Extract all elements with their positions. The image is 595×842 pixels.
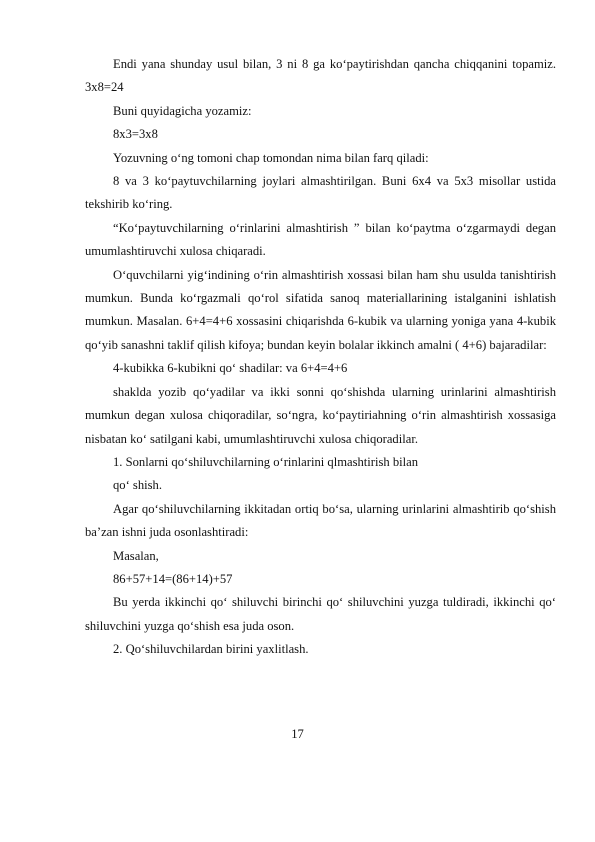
- paragraph-conclusion-addition: shaklda yozib qo‘yadilar va ikki sonni qo‘shishda ularning urinlarini almashtirish mumkun degan xulosa chiqoradilar, so‘ngra, ko‘paytiriahning o‘rin almashtirish xossasiga nisbatan ko‘ satilgani kabi, umumlashtiruvchi xulosa chiqoradilar.: [85, 384, 556, 446]
- paragraph-question: Yozuvning o‘ng tomoni chap tomondan nima bilan farq qiladi:: [113, 150, 429, 165]
- document-body: [85, 53, 556, 662]
- list-item-1: 1. Sonlarni qo‘shiluvchilarning o‘rinlarini qlmashtirish bilan: [113, 454, 419, 469]
- paragraph-more-addends: Agar qo‘shiluvchilarning ikkitadan ortiq bo‘sa, ularning urinlarini almashtirib qo‘shish ba’zan ishni juda osonlashtiradi:: [85, 501, 556, 540]
- list-item-1-continuation: qo‘ shish.: [113, 478, 162, 493]
- paragraph-factors-swapped: 8 va 3 ko‘paytuvchilarning joylari almashtirilgan. Buni 6x4 va 5x3 misollar ustida tekshirib ko‘ring.: [85, 174, 556, 212]
- paragraph-explanation: Bu yerda ikkinchi qo‘ shiluvchi birinchi qo‘ shiluvchini yuzga tuldiradi, ikkinchi qo‘ shiluvchini yuzga qo‘shish esa juda oson.: [85, 595, 556, 633]
- paragraph-addition-property: O‘quvchilarni yig‘indining o‘rin almashtirish xossasi bilan ham shu usulda tanishtirish mumkun. Bunda ko‘rgazmali qo‘rol sifatida sanoq materiallarining istalganini ishlatish mumkun. Masalan. 6+4=4+6 xossasini chiqarishda 6-kubik va ularning yoniga yana 4-kubik qo‘yib sanashni taklif qilish kifoya; bundan keyin bolalar ikkinch amalni ( 4+6) bajaradilar:: [85, 267, 556, 352]
- paragraph-conclusion-multiplication: “Ko‘paytuvchilarning o‘rinlarini almashtirish ” bilan ko‘paytma o‘zgarmaydi degan umumlashtiruvchi xulosa chiqaradi.: [85, 220, 556, 259]
- page-number: 17: [291, 727, 304, 741]
- paragraph-for-example: Masalan,: [113, 548, 159, 563]
- paragraph-cubes-addition: 4-kubikka 6-kubikni qo‘ shadilar: va 6+4=4+6: [113, 361, 348, 376]
- equation-commutative-multiplication: 8x3=3x8: [113, 127, 158, 142]
- paragraph-multiplication-example: Endi yana shunday usul bilan, 3 ni 8 ga ko‘paytirishdan qancha chiqqanini topamiz. 3x8=24: [85, 57, 556, 95]
- paragraph-write-as: Buni quyidagicha yozamiz:: [113, 103, 252, 118]
- equation-grouping: 86+57+14=(86+14)+57: [113, 571, 233, 586]
- list-item-2: 2. Qo‘shiluvchilardan birini yaxlitlash.: [113, 642, 309, 657]
